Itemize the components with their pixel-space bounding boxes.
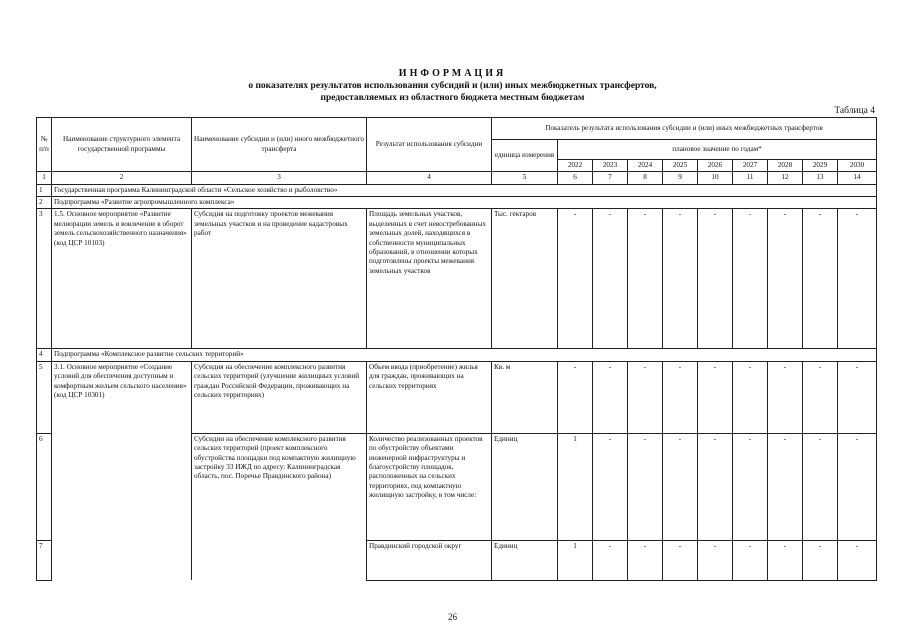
header-subsidy: Наименование субсидии и (или) иного межбюджетного трансферта <box>192 118 367 172</box>
value-cell: - <box>628 361 663 433</box>
value-cell: - <box>628 433 663 540</box>
header-result: Результат использования субсидии <box>367 118 492 172</box>
program-title: Государственная программа Калининградской области «Сельское хозяйство и рыболовство» <box>52 184 877 196</box>
value-cell: 1 <box>558 433 593 540</box>
year-cell: 2024 <box>628 160 663 172</box>
unit-cell: Единиц <box>492 540 558 580</box>
subsidy-cell: Субсидия на обеспечение комплексного развития сельских территорий (улучшение жилищных условий граждан Российской Федерации, проживающих на сельских территориях) <box>192 361 367 433</box>
result-cell: Количество реализованных проектов по обустройству объектами инженерной инфраструктуры и благоустройству площадок, расположенных на сельских территориях, под компактную жилищную застройку, в том числе: <box>367 433 492 540</box>
subsidy-cell: Субсидия на подготовку проектов межевания земельных участков и на проведение кадастровых работ <box>192 209 367 349</box>
year-cell: 2027 <box>733 160 768 172</box>
value-cell: - <box>663 361 698 433</box>
result-cell: Площадь земельных участков, выделенных в счет невостребованных земельных долей, находящихся в собственности муниципальных образований, в отношении которых подготовлены проекты межевания земельных участков <box>367 209 492 349</box>
subprogram-title: Подпрограмма «Комплексное развитие сельских территорий» <box>52 349 877 361</box>
value-cell: - <box>628 540 663 580</box>
header-planned: плановое значение по годам* <box>558 140 877 160</box>
value-cell: - <box>733 540 768 580</box>
year-cell: 2029 <box>803 160 838 172</box>
value-cell: - <box>838 540 877 580</box>
value-cell: - <box>838 209 877 349</box>
value-cell: - <box>768 361 803 433</box>
col-index: 1 <box>37 172 52 184</box>
value-cell: - <box>558 209 593 349</box>
value-cell: - <box>768 209 803 349</box>
year-cell: 2023 <box>593 160 628 172</box>
value-cell: - <box>698 433 733 540</box>
table-row <box>37 361 877 433</box>
header-unit: единица измерения <box>492 140 558 172</box>
value-cell: - <box>628 209 663 349</box>
col-index: 14 <box>838 172 877 184</box>
row-number: 1 <box>37 184 52 196</box>
col-index: 5 <box>492 172 558 184</box>
year-cell: 2030 <box>838 160 877 172</box>
value-cell: - <box>663 540 698 580</box>
table-number: Таблица 4 <box>834 106 875 116</box>
year-cell: 2025 <box>663 160 698 172</box>
col-index: 9 <box>663 172 698 184</box>
unit-cell: Тыс. гектаров <box>492 209 558 349</box>
header-indicator: Показатель результата использования субсидии и (или) иных межбюджетных трансфертов <box>492 118 877 140</box>
doc-title: ИНФОРМАЦИЯ <box>398 68 507 79</box>
column-index-row <box>37 172 877 184</box>
value-cell: - <box>593 209 628 349</box>
row-number: 5 <box>37 361 52 433</box>
value-cell: - <box>733 433 768 540</box>
table-row <box>37 184 877 196</box>
row-number: 2 <box>37 197 52 209</box>
value-cell: - <box>593 540 628 580</box>
value-cell: - <box>698 540 733 580</box>
result-cell: Объем ввода (приобретение) жилья для граждан, проживающих на сельских территориях <box>367 361 492 433</box>
unit-cell: Единиц <box>492 433 558 540</box>
value-cell: - <box>733 209 768 349</box>
col-index: 11 <box>733 172 768 184</box>
header-element: Наименование структурного элемента государственной программы <box>52 118 192 172</box>
col-index: 3 <box>192 172 367 184</box>
value-cell: - <box>768 540 803 580</box>
value-cell: - <box>838 433 877 540</box>
header-num: № п/п <box>37 118 52 172</box>
col-index: 12 <box>768 172 803 184</box>
value-cell: - <box>663 433 698 540</box>
value-cell: - <box>803 209 838 349</box>
value-cell: - <box>838 361 877 433</box>
value-cell: - <box>803 361 838 433</box>
table-row <box>37 349 877 361</box>
header-row-1 <box>37 118 877 140</box>
value-cell: - <box>768 433 803 540</box>
col-index: 7 <box>593 172 628 184</box>
year-cell: 2022 <box>558 160 593 172</box>
col-index: 10 <box>698 172 733 184</box>
value-cell: - <box>593 433 628 540</box>
doc-subtitle-line2: предоставляемых из областного бюджета местным бюджетам <box>320 93 585 103</box>
table-row <box>37 197 877 209</box>
subsidy-cell: Субсидии на обеспечение комплексного развития сельских территорий (проект комплексного обустройства площадки под компактную жилищную застройку 33 ИЖД по адресу: Калининградская область, пос. Поречье Правдинского района) <box>192 433 367 580</box>
year-cell: 2028 <box>768 160 803 172</box>
value-cell: - <box>663 209 698 349</box>
indicators-table <box>36 117 877 581</box>
col-index: 8 <box>628 172 663 184</box>
col-index: 2 <box>52 172 192 184</box>
result-cell: Правдинский городской округ <box>367 540 492 580</box>
value-cell: - <box>803 540 838 580</box>
table-row <box>37 209 877 349</box>
element-cell: 1.5. Основное мероприятие «Развитие мелиорации земель и вовлечение в оборот земель сельскохозяйственного назначения» (код ЦСР 10103) <box>52 209 192 349</box>
year-cell: 2026 <box>698 160 733 172</box>
subprogram-title: Подпрограмма «Развитие агропромышленного комплекса» <box>52 197 877 209</box>
value-cell: - <box>803 433 838 540</box>
unit-cell: Кв. м <box>492 361 558 433</box>
row-number: 3 <box>37 209 52 349</box>
col-index: 6 <box>558 172 593 184</box>
col-index: 13 <box>803 172 838 184</box>
row-number: 4 <box>37 349 52 361</box>
page-number: 26 <box>448 612 457 622</box>
row-number: 6 <box>37 433 52 540</box>
value-cell: 1 <box>558 540 593 580</box>
element-cell: 3.1. Основное мероприятие «Создание условий для обеспечения доступным и комфортным жильем сельского населения» (код ЦСР 10301) <box>52 361 192 580</box>
row-number: 7 <box>37 540 52 580</box>
value-cell: - <box>593 361 628 433</box>
value-cell: - <box>698 209 733 349</box>
doc-subtitle-line1: о показателях результатов использования субсидий и (или) иных межбюджетных трансфертов, <box>248 81 657 91</box>
value-cell: - <box>733 361 768 433</box>
value-cell: - <box>698 361 733 433</box>
value-cell: - <box>558 361 593 433</box>
col-index: 4 <box>367 172 492 184</box>
